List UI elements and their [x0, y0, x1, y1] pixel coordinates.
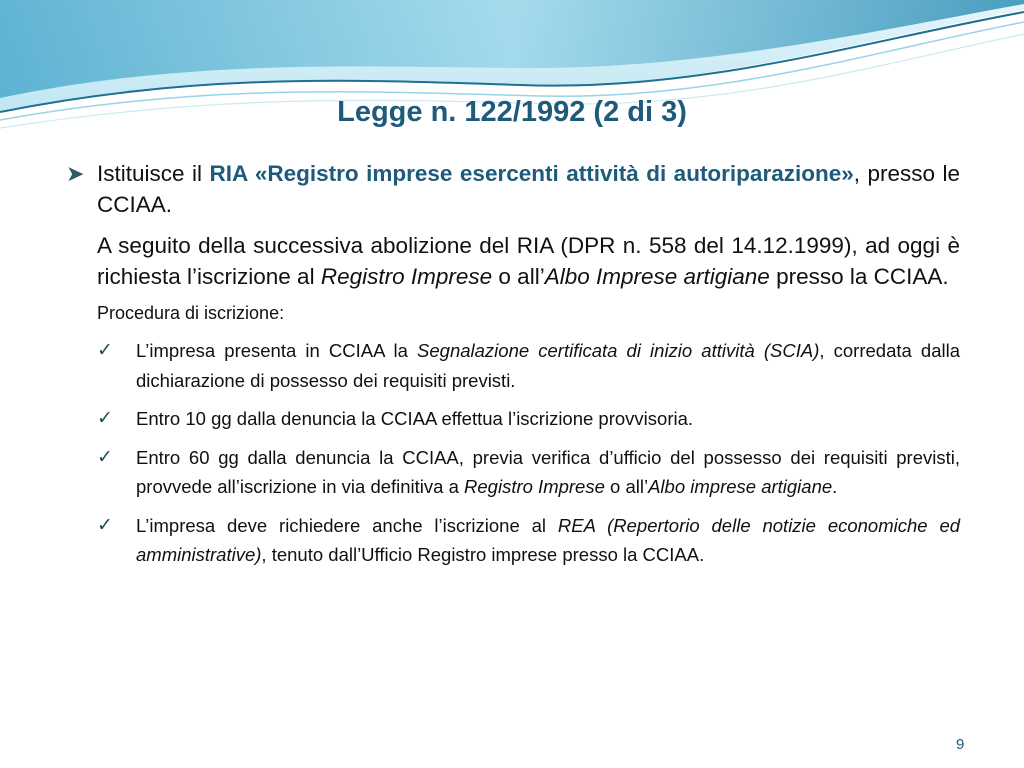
arrow-bullet-icon: ➤: [66, 161, 85, 186]
check-item-scia: ✓ L’impresa presenta in CCIAA la Segnalazione certificata di inizio attività (SCIA), corredata dalla dichiarazione di possesso dei requisiti previsti.: [66, 336, 960, 395]
para2-text2: o all’: [498, 264, 545, 289]
para2-text3: presso la CCIAA.: [776, 264, 949, 289]
ria-highlight: RIA «Registro imprese esercenti attività di autoriparazione»: [209, 161, 854, 186]
procedure-label: Procedura di iscrizione:: [97, 303, 285, 323]
checkmark-icon: ✓: [97, 408, 113, 429]
slide-body: [66, 158, 960, 579]
slide-title: Legge n. 122/1992 (2 di 3): [337, 96, 687, 128]
checkmark-icon: ✓: [97, 514, 113, 536]
para2-italic1: Registro Imprese: [320, 264, 493, 289]
page-number: 9: [956, 736, 965, 753]
para2-italic2: Albo Imprese artigiane: [544, 264, 770, 289]
bullet1-post: , presso le CCIAA.: [97, 161, 960, 217]
para2-text1: A seguito della successiva abolizione del RIA (DPR n. 558 del 14.12.1999), ad oggi è richiesta l’iscrizione al: [97, 233, 960, 289]
check-item-definitiva: ✓ Entro 60 gg dalla denuncia la CCIAA, previa verifica d’ufficio del possesso dei requisiti previsti, provvede all’iscrizione in via definitiva a Registro Imprese o all’Albo imprese artigiane.: [66, 443, 960, 502]
checkmark-icon: ✓: [97, 340, 113, 361]
checkmark-icon: ✓: [97, 446, 113, 468]
bullet1-pre: Istituisce il: [97, 161, 203, 186]
bullet-istituisce: [66, 158, 960, 220]
check-item-provvisoria: ✓ Entro 10 gg dalla denuncia la CCIAA effettua l’iscrizione provvisoria.: [66, 404, 960, 434]
check-item-rea: ✓ L’impresa deve richiedere anche l’iscrizione al REA (Repertorio delle notizie economiche ed amministrative), tenuto dall’Ufficio Registro imprese presso la CCIAA.: [66, 511, 960, 570]
paragraph-abolizione: [66, 230, 960, 292]
